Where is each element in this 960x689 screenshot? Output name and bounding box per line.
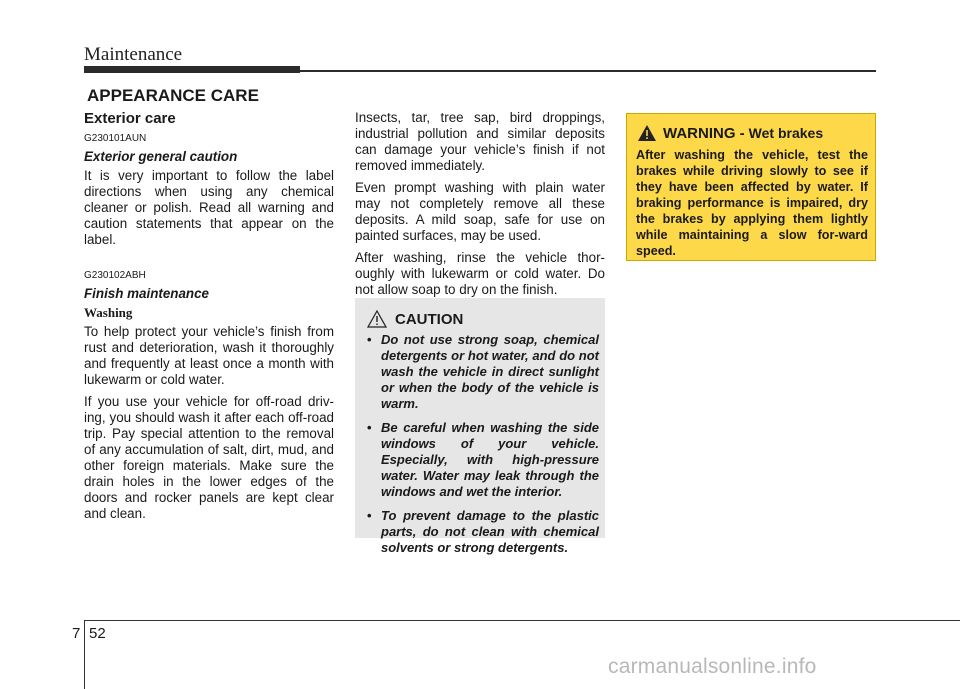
paragraph: It is very important to follow the label directions when using any chemical cleaner or polish. Read all warning and caution statements that appear on the label. [84,168,334,247]
caution-header [367,310,463,328]
running-header-title: Maintenance [84,44,183,65]
list-item: • To prevent damage to the plastic parts, do not clean with chemical solvents or strong detergents. [367,508,599,555]
footer-divider [84,620,85,689]
list-item: • Do not use strong soap, chemical detergents or hot water, and do not wash the vehicle in direct sunlight or when the body of the vehicle is warm. [367,332,599,411]
warning-triangle-icon [637,124,657,142]
warning-header [637,124,823,142]
middle-column [355,110,605,304]
list-item: • Be careful when washing the side windows of your vehicle. Especially, with high-pressure water. Water may leak through the windows and wet the interior. [367,420,599,499]
paragraph: Even prompt washing with plain water may not completely remove all these deposits. A mild soap, safe for use on painted surfaces, may be used. [355,180,605,243]
section-code: G230101AUN [84,133,147,144]
section-code: G230102ABH [84,270,146,281]
header-rule-thick [84,66,300,73]
paragraph: After washing, rinse the vehicle thor-oughly with lukewarm or cold water. Do not allow soap to dry on the finish. [355,250,605,297]
exterior-care-heading: Exterior care [84,110,176,127]
finish-maintenance-subheading: Finish maintenance [84,286,210,301]
chapter-number: 7 [72,625,81,642]
header-rule-thin [300,70,876,72]
watermark: carmanualsonline.info [608,655,817,678]
caution-list [367,332,599,564]
warning-title: WARNING - [663,124,745,142]
warning-box [626,113,876,261]
paragraph: If you use your vehicle for off-road driv-ing, you should wash it after each off-road trip. Pay special attention to the removal of any accumulation of salt, dirt, mud, and other foreign materials. Make sure the drain holes in the lower edges of the doors and rocker panels are kept clear and clean. [84,394,334,521]
exterior-general-caution-subheading: Exterior general caution [84,149,238,164]
caution-box [355,298,605,555]
footer-rule [84,620,960,621]
washing-heading: Washing [84,305,133,320]
paragraph: To help protect your vehicle’s finish from rust and deterioration, wash it thoroughly and frequently at least once a month with lukewarm or cold water. [84,324,334,387]
paragraph: Insects, tar, tree sap, bird droppings, industrial pollution and similar deposits can damage your vehicle’s finish if not removed immediately. [355,110,605,173]
caution-triangle-icon [367,310,387,328]
page-number: 52 [89,625,106,642]
section-title: APPEARANCE CARE [87,86,259,105]
left-column [84,110,334,528]
warning-body: After washing the vehicle, test the brakes while driving slowly to see if they have been affected by water. If braking performance is impaired, dry the brakes by applying them lightly while maintaining a slow for-ward speed. [636,148,868,258]
caution-title: CAUTION [395,310,464,328]
warning-subtitle: Wet brakes [748,125,824,141]
